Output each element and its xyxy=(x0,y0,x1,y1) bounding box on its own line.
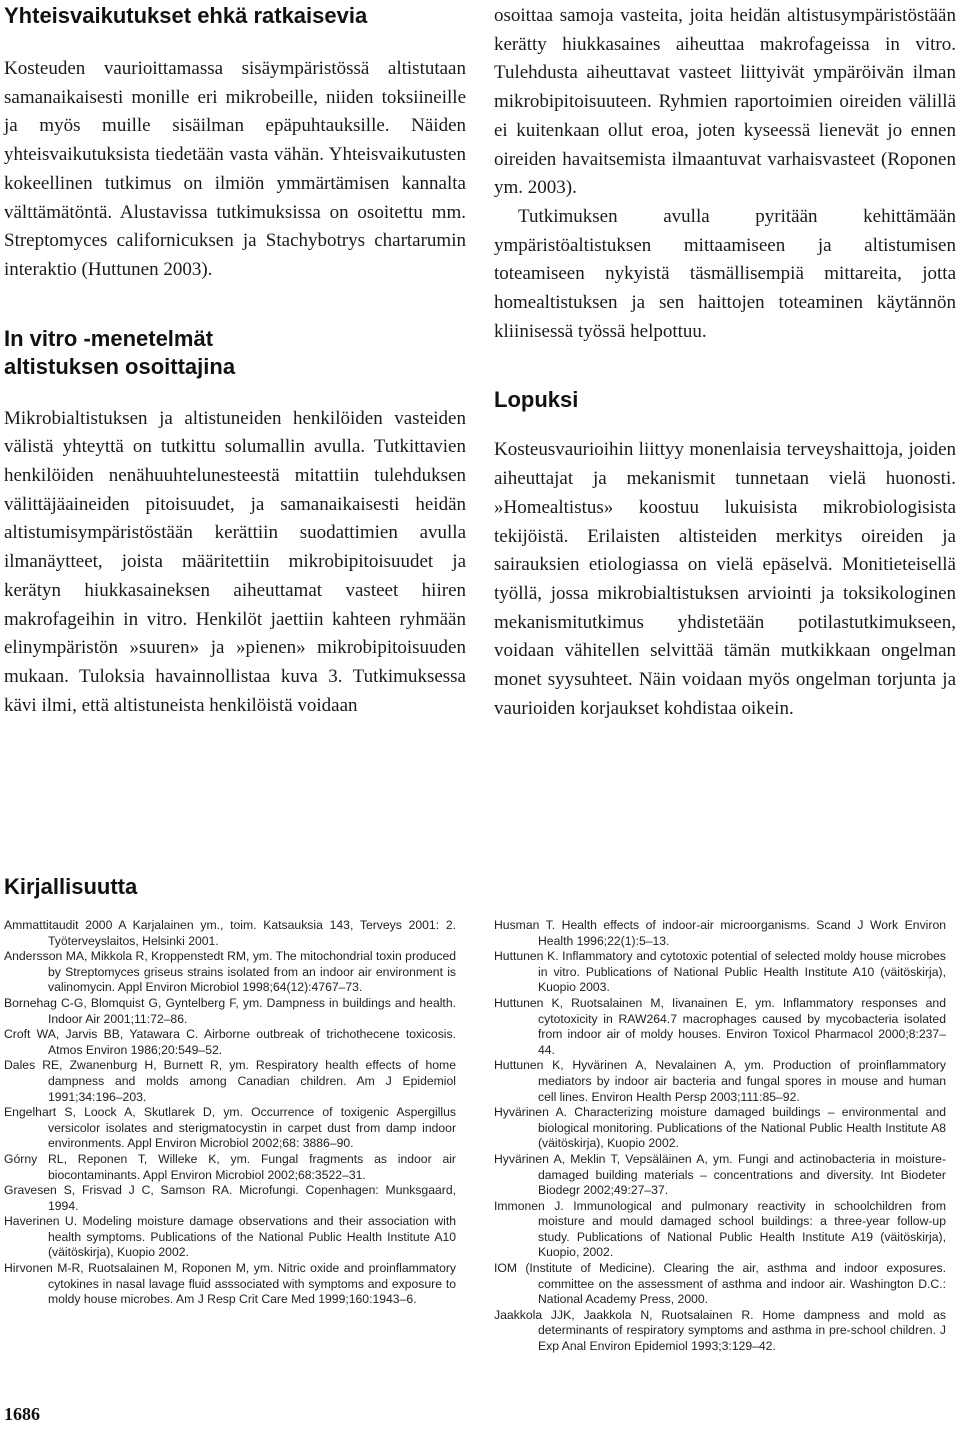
reference-item: Bornehag C-G, Blomquist G, Gyntelberg F, ym. Dampness in buildings and health. Indoor Air 2001;11:72–86. xyxy=(4,995,456,1026)
right-column xyxy=(494,0,956,723)
reference-item: Hyvärinen A. Characterizing moisture damaged buildings – environmental and biological monitoring. Publications of the National Public Health Institute A8 (väitöskirja), Kuopio 2002. xyxy=(494,1105,946,1151)
reference-item: Hyvärinen A, Meklin T, Vepsäläinen A, ym. Fungi and actinobacteria in moisture-damaged building materials – concentrations and diversity. Int Biodeter Biodegr 2002;49:27–37. xyxy=(494,1151,946,1198)
heading-line-1: In vitro -menetelmät xyxy=(4,325,214,351)
paragraph-in-vitro: Mikrobialtistuksen ja altistuneiden henkilöiden vasteiden välistä yhteyttä on tutkittu solumallin avulla. Tutkittavien henkilöiden nenähuuhtelunesteestä mitattiin tulehduksen välittäjäaineiden pitoisuudet, ja samanaikaisesti heidän altistumisympäristöstään kerättiin suodattimien avulla ilmanäytteet, joista määritettiin mikrobipitoisuudet ja kerätyn hiukkasaineksen aiheuttamat vasteet hiiren makrofageihin in vitro. Henkilöt jaettiin kahteen ryhmään elinympäristön »suuren» ja »pienen» mikrobipitoisuuden mukaan. Tuloksia havainnollistaa kuva 3. Tutkimuksessa kävi ilmi, että altistuneista henkilöistä voidaan xyxy=(4,407,466,716)
reference-item: Jaakkola JJK, Jaakkola N, Ruotsalainen R. Home dampness and mold as determinants of respiratory symptoms and asthma in pre-school children. J Exp Anal Environ Epidemiol 1993;3:129–42. xyxy=(494,1307,946,1354)
heading-line-2: altistuksen osoittajina xyxy=(4,353,236,379)
paragraph-lopuksi: Kosteusvaurioihin liittyy monenlaisia terveyshaittoja, joiden aiheuttajat ja mekanismit tunnetaan vielä huonosti. »Homealtistus» koostuu lukuisista mikrobiologisista tekijöistä. Erilaisten altisteiden merkitys oireiden ja sairauksien etiologiassa on vielä epäselvä. Monitieteisellä työllä, jossa mikrobialtistuksen arviointi ja toksikologinen mekanismitutkimus yhdistetään potilastutkimukseen, voidaan vähitellen selvittää tämän mutkikkaan ongelman monet syysuhteet. Näin voidaan myös ongelman torjunta ja vaurioiden korjaukset kohdistaa oikein. xyxy=(494,439,956,719)
section-heading-yhteisvaikutukset: Yhteisvaikutukset ehkä ratkaisevia xyxy=(4,3,368,28)
reference-item: Ammattitaudit 2000 A Karjalainen ym., toim. Katsauksia 143, Terveys 2001: 2. Työterveyslaitos, Helsinki 2001. xyxy=(4,918,456,948)
references-left xyxy=(4,918,456,1308)
reference-item: Croft WA, Jarvis BB, Yatawara C. Airborne outbreak of trichothecene toxicosis. Atmos Environ 1986;20:549–52. xyxy=(4,1027,456,1057)
reference-item: Hirvonen M-R, Ruotsalainen M, Roponen M, ym. Nitric oxide and proinflammatory cytokines in nasal lavage fluid asssociated with symptoms and exposure to moldy house microbes. Am J Resp Crit Care Med 1999;160:1943–6. xyxy=(4,1261,456,1307)
reference-item: Huttunen K, Ruotsalainen M, Iivanainen E, ym. Inflammatory responses and cytotoxicity in RAW264.7 macrophages caused by mycobacteria isolated from indoor air of moldy houses. Environ Toxicol Pharmacol 2000;8:237–44. xyxy=(494,995,946,1057)
page-number: 1686 xyxy=(4,1404,40,1424)
reference-item: Górny RL, Reponen T, Willeke K, ym. Fungal fragments as indoor air biocontaminants. Appl Environ Microbiol 2002;68:3522–31. xyxy=(4,1151,456,1182)
reference-item: Huttunen K, Hyvärinen A, Nevalainen A, ym. Production of proinflammatory mediators by indoor air bacteria and fungal spores in mouse and human cell lines. Environ Health Persp 2003;111:85–92. xyxy=(494,1058,946,1104)
paragraph-continued: osoittaa samoja vasteita, joita heidän altistusympäristöstään kerätty hiukkasaines aiheuttaa makrofageissa in vitro. Tulehdusta aiheuttavat vasteet liittyivät ympäröivän ilman mikrobipitoisuuteen. Ryhmien raportoimien oireiden välillä ei kuitenkaan ollut eroa, joten kyseessä lienevät jo ennen oireiden havaitsemista ilmaantuvat varhaisvasteet (Roponen ym. 2003). xyxy=(494,5,956,199)
reference-item: Huttunen K. Inflammatory and cytotoxic potential of selected moldy house microbes in vitro. Publications of National Public Health Institute A10 (väitöskirja), Kuopio 2003. xyxy=(494,949,946,995)
references-title: Kirjallisuutta xyxy=(4,874,138,899)
paragraph-yhteisvaikutukset: Kosteuden vaurioittamassa sisäympäristössä altistutaan samanaikaisesti monille eri mikrobeille, niiden toksiineille ja myös muille sisäilman epäpuhtauksille. Näiden yhteisvaikutuksista tiedetään vasta vähän. Yhteisvaikutusten kokeellinen tutkimus on ilmiön ymmärtämisen kannalta välttämätöntä. Alustavissa tutkimuksissa on osoitettu mm. Streptomyces californicuksen ja Stachybotrys chartarumin interaktio (Huttunen 2003). xyxy=(4,58,466,280)
paragraph-tutkimuksen: Tutkimuksen avulla pyritään kehittämään ympäristöaltistuksen mittaamiseen ja altistumisen toteamiseen nykyistä täsmällisempiä mittareita, jotta homealtistuksen ja sen haittojen toteaminen käytännön kliinisessä työssä helpottuu. xyxy=(494,205,956,342)
left-column xyxy=(4,0,466,720)
reference-item: IOM (Institute of Medicine). Clearing the air, asthma and indoor exposures. committee on the assessment of asthma and indoor air. Washington D.C.: National Academy Press, 2000. xyxy=(494,1261,946,1307)
reference-item: Haverinen U. Modeling moisture damage observations and their association with health symptoms. Publications of the National Public Health Institute A10 (väitöskirja), Kuopio 2002. xyxy=(4,1214,456,1260)
reference-item: Immonen J. Immunological and pulmonary reactivity in schoolchildren from moisture and mould damaged school buildings: a three-year follow-up study. Publications of National Public Health Institute A19 (väitöskirja), Kuopio, 2002. xyxy=(494,1198,946,1260)
section-heading-in-vitro xyxy=(4,325,466,381)
reference-item: Dales RE, Zwanenburg H, Burnett R, ym. Respiratory health effects of home dampness and molds among Canadian children. Am J Epidemiol 1991;34:196–203. xyxy=(4,1058,456,1104)
section-heading-lopuksi: Lopuksi xyxy=(494,387,579,413)
reference-item: Engelhart S, Loock A, Skutlarek D, ym. Occurrence of toxigenic Aspergillus versicolor isolates and sterigmatocystin in carpet dust from damp indoor environments. Appl Environ Microbiol 2002;68: 3886–90. xyxy=(4,1105,456,1151)
references-right xyxy=(494,918,946,1355)
reference-item: Andersson MA, Mikkola R, Kroppenstedt RM, ym. The mitochondrial toxin produced by Streptomyces griseus strains isolated from an indoor air environment is valinomycin. Appl Environ Microbiol 1998;64(12):4767–73. xyxy=(4,949,456,995)
reference-item: Husman T. Health effects of indoor-air microorganisms. Scand J Work Environ Health 1996;22(1):5–13. xyxy=(494,918,946,948)
reference-item: Gravesen S, Frisvad J C, Samson RA. Microfungi. Copenhagen: Munksgaard, 1994. xyxy=(4,1183,456,1213)
